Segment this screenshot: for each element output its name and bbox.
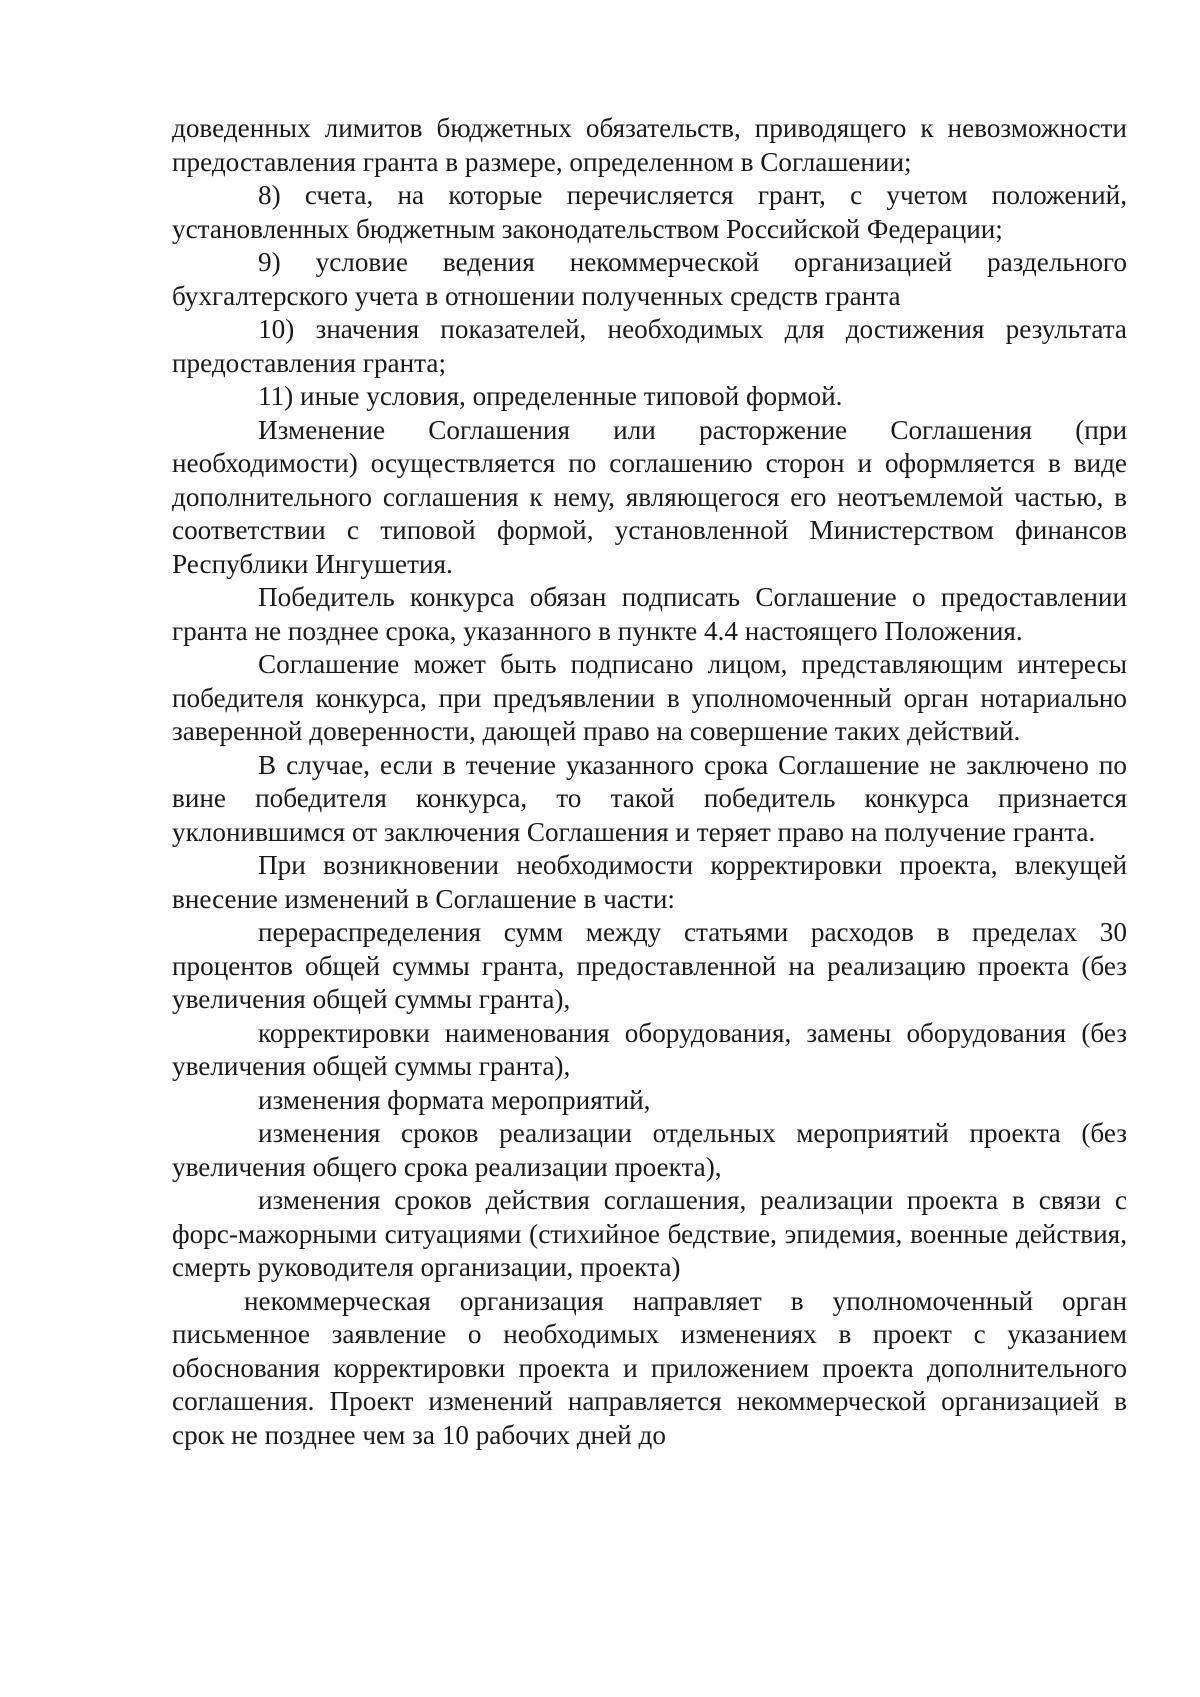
paragraph-item-10: 10) значения показателей, необходимых для достижения результата предоставления гранта; [172,314,1127,378]
paragraph-budget-limits: доведенных лимитов бюджетных обязательств, приводящего к невозможности предоставления гранта в размере, определенном в Соглашении; [172,113,1127,177]
paragraph-item-11: 11) иные условия, определенные типовой формой. [258,381,843,411]
paragraph-agreement-change: Изменение Соглашения или расторжение Соглашения (при необходимости) осуществляется по соглашению сторон и оформляется в виде дополнительного соглашения к нему, являющегося его неотъемлемой частью, в соответствии с типовой формой, установленной Министерством финансов Республики Ингушетия. [172,414,1127,579]
paragraph-event-format: изменения формата мероприятий, [258,1084,651,1115]
paragraph-equipment-correction: корректировки наименования оборудования, замены оборудования (без увеличения общей суммы гранта), [172,1017,1127,1081]
paragraph-project-correction: При возникновении необходимости корректировки проекта, влекущей внесение изменений в Соглашение в части: [172,850,1127,914]
paragraph-item-9: 9) условие ведения некоммерческой организацией раздельного бухгалтерского учета в отношении полученных средств гранта [172,247,1127,311]
document-body [172,112,1127,1452]
paragraph-representative-signing: Соглашение может быть подписано лицом, представляющим интересы победителя конкурса, при предъявлении в уполномоченный орган нотариально заверенной доверенности, дающей право на совершение таких действий. [172,649,1127,746]
paragraph-force-majeure: изменения сроков действия соглашения, реализации проекта в связи с форс-мажорными ситуациями (стихийное бедствие, эпидемия, военные действия, смерть руководителя организации, проекта) [172,1185,1127,1282]
paragraph-evasion: В случае, если в течение указанного срока Соглашение не заключено по вине победителя конкурса, то такой победитель конкурса признается уклонившимся от заключения Соглашения и теряет право на получение гранта. [172,749,1127,847]
paragraph-event-timing: изменения сроков реализации отдельных мероприятий проекта (без увеличения общего срока реализации проекта), [172,1118,1127,1182]
paragraph-application-submission: некоммерческая организация направляет в уполномоченный орган письменное заявление о необходимых изменениях в проект с указанием обоснования корректировки проекта и приложением проекта дополнительного соглашения. Проект изменений направляется некоммерческой организацией в срок не позднее чем за 10 рабочих дней до [172,1285,1127,1450]
paragraph-redistribution: перераспределения сумм между статьями расходов в пределах 30 процентов общей суммы гранта, предоставленной на реализацию проекта (без увеличения общей суммы гранта), [172,917,1127,1014]
paragraph-item-8: 8) счета, на которые перечисляется грант, с учетом положений, установленных бюджетным законодательством Российской Федерации; [172,180,1127,244]
paragraph-winner-obligation: Победитель конкурса обязан подписать Соглашение о предоставлении гранта не позднее срока, указанного в пункте 4.4 настоящего Положения. [172,582,1127,646]
